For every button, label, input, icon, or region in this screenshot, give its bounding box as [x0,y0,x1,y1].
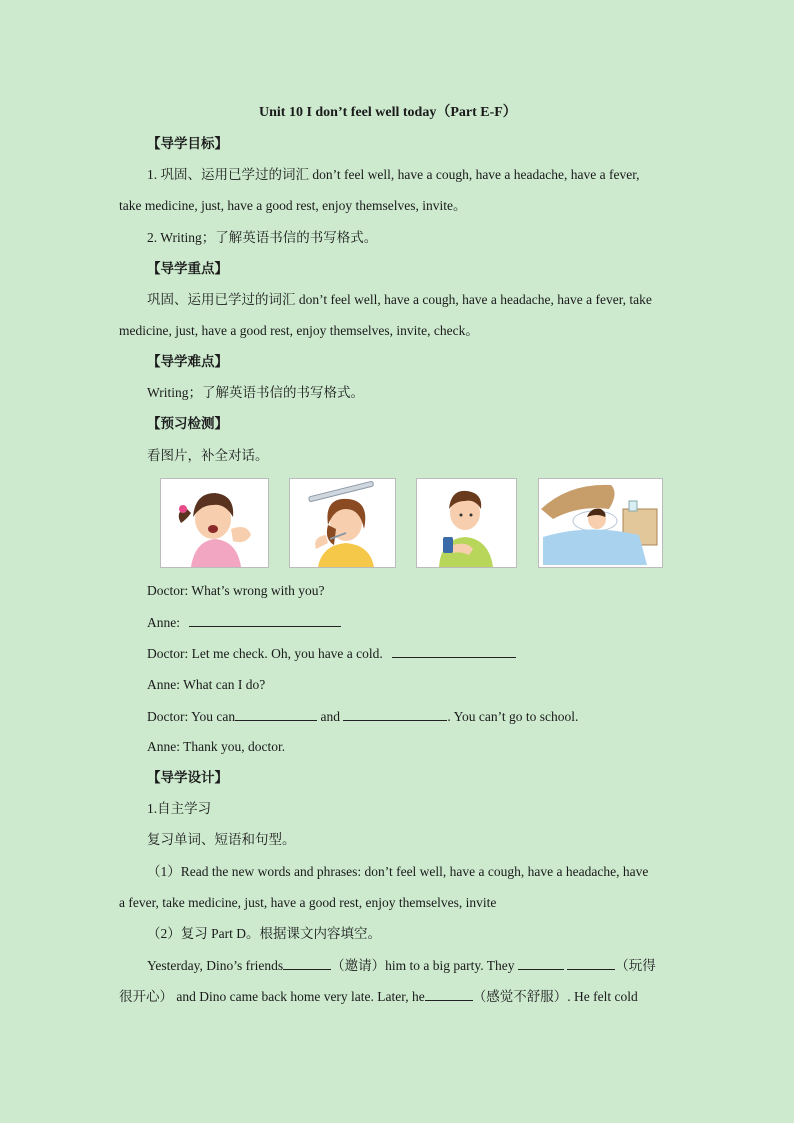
difficult-text: Writing；了解英语书信的书写格式。 [147,385,364,400]
key-line-1: 巩固、运用已学过的词汇 don’t feel well, have a cough, have a headache, have a fever, take [147,292,652,307]
dialogue-line-1: Doctor: What’s wrong with you? [147,583,325,598]
dialogue-line-2 [147,612,341,633]
answer-blank-3[interactable] [235,706,317,721]
preview-instruction: 看图片，补全对话。 [147,448,269,463]
key-line-2: medicine, just, have a good rest, enjoy themselves, invite, check。 [119,323,479,338]
passage-line-2 [119,986,638,1007]
goal-1-line-1: 1. 巩固、运用已学过的词汇 don’t feel well, have a cough, have a headache, have a fever, [147,167,640,182]
dialogue-and: and [320,709,340,724]
key-heading: 【导学重点】 [147,261,228,276]
boy-medicine-icon [416,478,517,568]
girl-coughing-icon [160,478,269,568]
passage-fun: （玩得 [615,958,656,973]
boy-in-bed-icon [538,478,663,568]
review-text: 复习单词、短语和句型。 [147,832,296,847]
answer-blank-1[interactable] [189,612,341,627]
answer-blank-2[interactable] [392,643,516,658]
passage-came-back: 很开心） and Dino came back home very late. Later, he [119,989,425,1004]
passage-blank-2[interactable] [518,955,564,970]
goal-2: 2. Writing；了解英语书信的书写格式。 [147,230,378,245]
answer-blank-4[interactable] [343,706,447,721]
passage-blank-4[interactable] [425,986,473,1001]
dialogue-line-5 [147,706,578,727]
goals-heading: 【导学目标】 [147,136,228,151]
design-heading: 【导学设计】 [147,770,228,785]
difficult-heading: 【导学难点】 [147,354,228,369]
girl-thermometer-icon [289,478,396,568]
item-2: （2）复习 Part D。根据课文内容填空。 [147,926,381,941]
page-title: Unit 10 I don’t feel well today（Part E-F） [259,105,517,120]
dialogue-line-4: Anne: What can I do? [147,677,266,692]
passage-felt-cold: （感觉不舒服）. He felt cold [472,989,638,1004]
passage-blank-1[interactable] [283,955,331,970]
self-study: 1.自主学习 [147,801,212,816]
dialogue-speaker-anne: Anne: [147,615,180,630]
item-1-line-2: a fever, take medicine, just, have a good rest, enjoy themselves, invite [119,895,497,910]
passage-invite: （邀请）him to a big party. They [331,958,515,973]
dialogue-doctor-check: Doctor: Let me check. Oh, you have a cold. [147,646,383,661]
dialogue-line-3 [147,643,516,664]
dialogue-you-can: Doctor: You can [147,709,236,724]
passage-yesterday: Yesterday, Dino’s friends [147,958,284,973]
dialogue-cant-go: . You can’t go to school. [447,709,579,724]
item-1-line-1: （1）Read the new words and phrases: don’t feel well, have a cough, have a headache, have [147,864,649,879]
dialogue-line-6: Anne: Thank you, doctor. [147,739,286,754]
passage-blank-3[interactable] [567,955,615,970]
passage-line-1 [147,955,656,976]
preview-heading: 【预习检测】 [147,416,228,431]
goal-1-line-2: take medicine, just, have a good rest, enjoy themselves, invite。 [119,198,467,213]
